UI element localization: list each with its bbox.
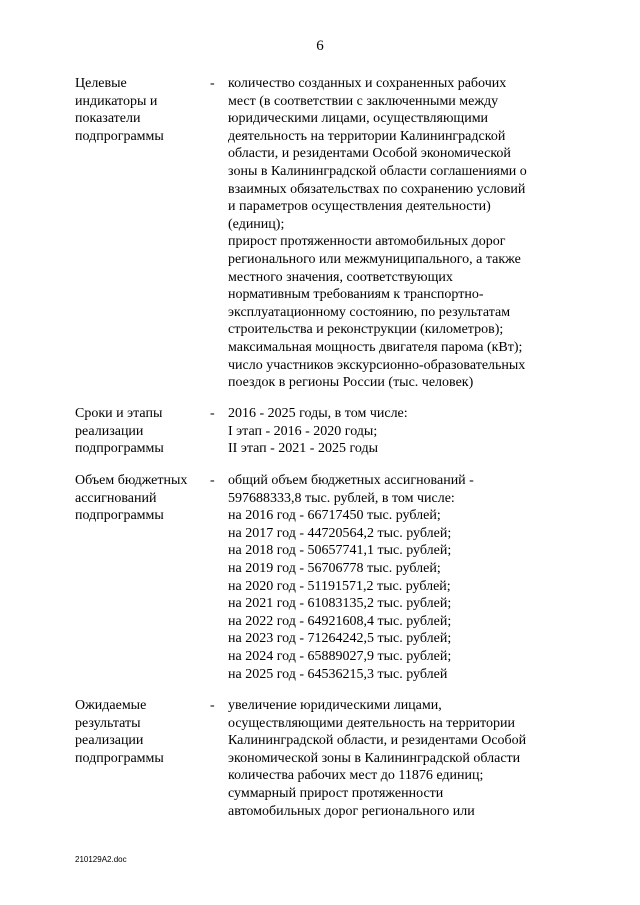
- content-line: области, и резидентами Особой экономической: [228, 146, 511, 162]
- content-line: поездок в регионы России (тыс. человек): [228, 375, 474, 391]
- label-line: результаты: [75, 715, 141, 731]
- label-line: индикаторы и: [75, 93, 158, 109]
- label-line: ассигнований: [75, 490, 157, 506]
- section-content: [228, 472, 568, 683]
- content-line: на 2020 год - 51191571,2 тыс. рублей;: [228, 578, 451, 594]
- separator-dash: -: [210, 406, 215, 421]
- content-line: количества рабочих мест до 11876 единиц;: [228, 768, 484, 784]
- section-content: [228, 697, 568, 820]
- content-line: на 2021 год - 61083135,2 тыс. рублей;: [228, 596, 452, 612]
- content-line: осуществляющими деятельность на территории: [228, 715, 515, 731]
- section-content: [228, 75, 568, 392]
- label-line: подпрограммы: [75, 750, 164, 766]
- label-line: Целевые: [75, 76, 127, 91]
- label-line: реализации: [75, 423, 144, 439]
- label-line: реализации: [75, 733, 144, 749]
- content-line: экономической зоны в Калининградской области: [228, 750, 521, 766]
- content-line: I этап - 2016 - 2020 годы;: [228, 423, 378, 439]
- content-line: увеличение юридическими лицами,: [228, 698, 442, 713]
- content-line: автомобильных дорог регионального или: [228, 803, 475, 819]
- content-line: 597688333,8 тыс. рублей, в том числе:: [228, 490, 455, 506]
- separator-dash: -: [210, 698, 215, 713]
- section-label: [75, 405, 205, 458]
- content-line: на 2025 год - 64536215,3 тыс. рублей: [228, 666, 448, 682]
- separator-dash: -: [210, 473, 215, 488]
- content-line: на 2017 год - 44720564,2 тыс. рублей;: [228, 525, 452, 541]
- document-footer-filename: 210129A2.doc: [75, 855, 127, 864]
- content-line: деятельность на территории Калининградской: [228, 128, 506, 144]
- section-content: [228, 405, 568, 458]
- content-line: число участников экскурсионно-образовательных: [228, 357, 526, 373]
- content-line: эксплуатационному состоянию, по результатам: [228, 304, 511, 320]
- content-line: регионального или межмуниципального, а также: [228, 251, 521, 267]
- label-line: показатели: [75, 111, 141, 127]
- content-line: мест (в соответствии с заключенными между: [228, 93, 499, 109]
- content-line: на 2023 год - 71264242,5 тыс. рублей;: [228, 631, 452, 647]
- content-line: и параметров осуществления деятельности): [228, 199, 491, 215]
- label-line: Сроки и этапы: [75, 406, 163, 421]
- section-label: [75, 75, 205, 145]
- content-line: (единиц);: [228, 216, 285, 232]
- content-line: общий объем бюджетных ассигнований -: [228, 473, 474, 488]
- label-line: подпрограммы: [75, 441, 164, 457]
- label-line: Ожидаемые: [75, 698, 147, 713]
- separator-dash: -: [210, 76, 215, 91]
- content-line: нормативным требованиям к транспортно-: [228, 287, 484, 303]
- label-line: подпрограммы: [75, 128, 164, 144]
- content-line: прирост протяженности автомобильных дорог: [228, 234, 506, 250]
- content-line: местного значения, соответствующих: [228, 269, 453, 285]
- content-line: на 2019 год - 56706778 тыс. рублей;: [228, 560, 441, 576]
- content-line: зоны в Калининградской области соглашениями о: [228, 163, 527, 179]
- content-line: на 2018 год - 50657741,1 тыс. рублей;: [228, 543, 452, 559]
- content-line: максимальная мощность двигателя парома (кВт);: [228, 339, 523, 355]
- content-line: взаимных обязательствах по сохранению условий: [228, 181, 526, 197]
- content-line: строительства и реконструкции (километров);: [228, 322, 504, 338]
- section-label: [75, 472, 205, 525]
- content-line: количество созданных и сохраненных рабочих: [228, 76, 507, 91]
- content-line: суммарный прирост протяженности: [228, 785, 444, 801]
- content-line: на 2024 год - 65889027,9 тыс. рублей;: [228, 648, 452, 664]
- label-line: Объем бюджетных: [75, 473, 188, 488]
- page-number: 6: [316, 38, 324, 54]
- section-label: [75, 697, 205, 767]
- content-line: на 2016 год - 66717450 тыс. рублей;: [228, 508, 441, 524]
- content-line: 2016 - 2025 годы, в том числе:: [228, 406, 408, 421]
- content-line: II этап - 2021 - 2025 годы: [228, 441, 378, 457]
- label-line: подпрограммы: [75, 508, 164, 524]
- content-line: на 2022 год - 64921608,4 тыс. рублей;: [228, 613, 452, 629]
- content-line: Калининградской области, и резидентами Особой: [228, 733, 527, 749]
- content-line: юридическими лицами, осуществляющими: [228, 111, 489, 127]
